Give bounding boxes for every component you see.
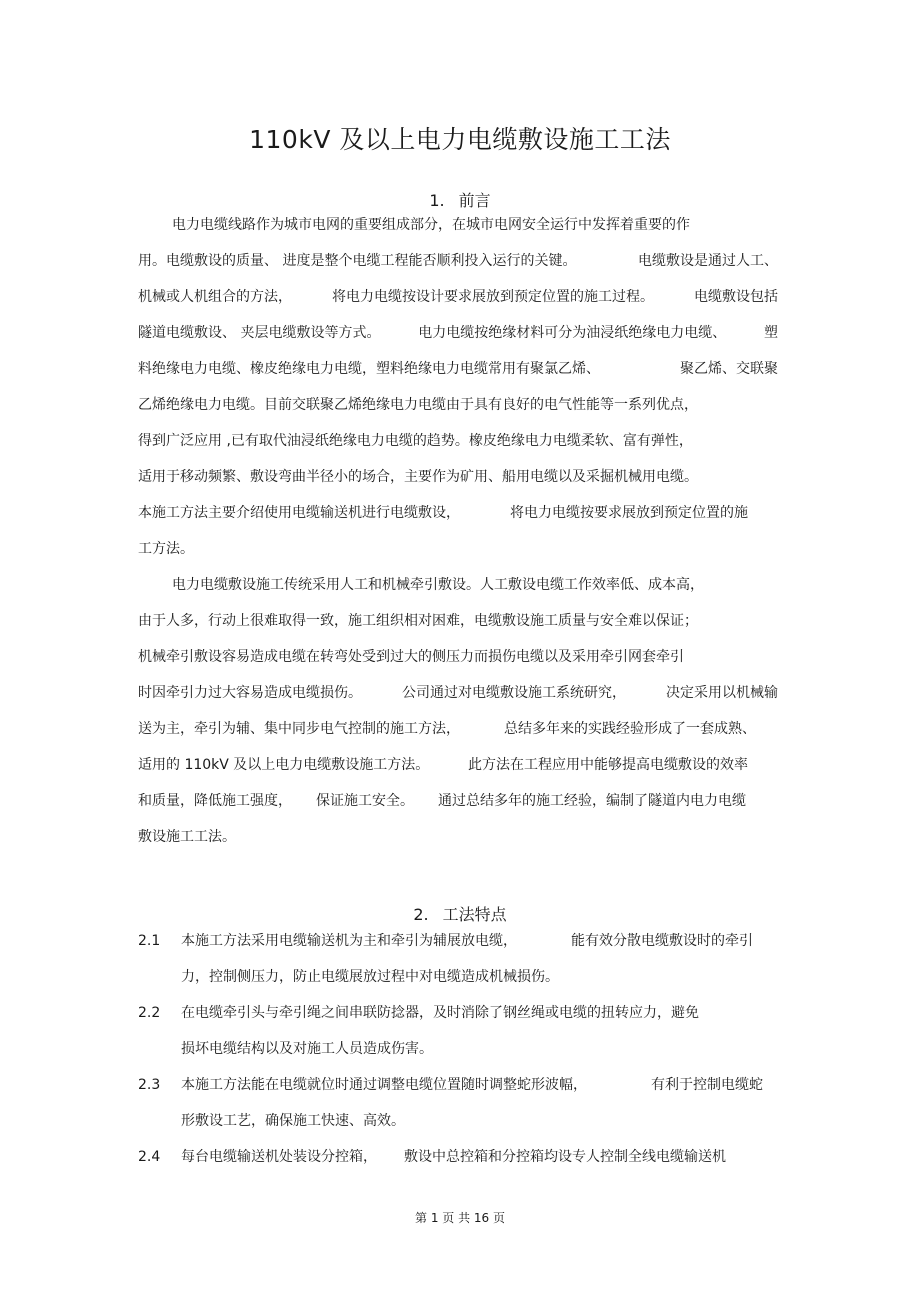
paragraph-line: [138, 791, 746, 811]
paragraph-line: [138, 431, 693, 451]
text-segment: 此方法在工程应用中能够提高电缆敷设的效率: [468, 757, 748, 773]
text-segment: 公司通过对电缆敷设施工系统研究，: [402, 685, 626, 701]
list-item-line: [181, 1075, 763, 1095]
text-segment: 将电力电缆按要求展放到预定位置的施: [510, 505, 748, 521]
section-1-number: 1.: [429, 191, 445, 210]
text-segment: 在电缆牵引头与牵引绳之间串联防捻器，及时消除了钢丝绳或电缆的扭转应力，避免: [181, 1005, 699, 1021]
section-2-number: 2.: [413, 905, 429, 924]
text-segment: 由于人多，行动上很难取得一致，施工组织相对困难，电缆敷设施工质量与安全难以保证；: [138, 613, 698, 629]
text-segment: 隧道电缆敷设、 夹层电缆敷设等方式。: [138, 325, 381, 341]
text-segment: 适用于移动频繁、敷设弯曲半径小的场合，主要作为矿用、船用电缆以及采掘机械用电缆。: [138, 469, 698, 485]
paragraph-line: [138, 755, 748, 775]
text-segment: 损坏电缆结构以及对施工人员造成伤害。: [181, 1041, 433, 1057]
paragraph-line: [138, 467, 698, 487]
text-segment: 能有效分散电缆敷设时的牵引: [571, 933, 753, 949]
text-segment: 聚乙烯、交联聚: [680, 361, 778, 377]
paragraph-line: [172, 215, 690, 235]
text-segment: 机械或人机组合的方法，: [138, 289, 292, 305]
document-title: 110kV 及以上电力电缆敷设施工工法: [249, 125, 671, 154]
list-item-number: 2.3: [138, 1077, 161, 1093]
paragraph-line: [138, 359, 778, 379]
section-1-title: 前言: [458, 191, 491, 210]
text-segment: 敷设施工工法。: [138, 829, 236, 845]
text-segment: 电力电缆按绝缘材料可分为油浸纸绝缘电力电缆、: [418, 325, 727, 341]
text-segment: 总结多年来的实践经验形成了一套成熟、: [504, 721, 756, 737]
text-segment: 适用的 110kV 及以上电力电缆敷设施工方法。: [138, 757, 430, 773]
page-footer: 第 1 页 共 16 页: [415, 1211, 505, 1225]
section-1-heading: [0, 188, 920, 211]
list-item-line: [181, 1003, 699, 1023]
list-item-line: [181, 1147, 726, 1167]
text-segment: 用。电缆敷设的质量、 进度是整个电缆工程能否顺利投入运行的关键。: [138, 253, 577, 269]
text-segment: 有利于控制电缆蛇: [651, 1077, 763, 1093]
list-item-line: [181, 931, 753, 951]
paragraph-line: [138, 395, 698, 415]
text-segment: 料绝缘电力电缆、橡皮绝缘电力电缆，塑料绝缘电力电缆常用有聚氯乙烯、: [138, 361, 600, 377]
section-2-title: 工法特点: [442, 905, 507, 924]
text-segment: 决定采用以机械输: [666, 685, 778, 701]
list-item-number: 2.4: [138, 1149, 161, 1165]
text-segment: 乙烯绝缘电力电缆。目前交联聚乙烯绝缘电力电缆由于具有良好的电气性能等一系列优点，: [138, 397, 698, 413]
text-segment: 本施工方法采用电缆输送机为主和牵引为辅展放电缆，: [181, 933, 517, 949]
text-segment: 本施工方法主要介绍使用电缆输送机进行电缆敷设，: [138, 505, 460, 521]
paragraph-line: [138, 827, 236, 847]
text-segment: 得到广泛应用 ,已有取代油浸纸绝缘电力电缆的趋势。橡皮绝缘电力电缆柔软、富有弹性，: [138, 433, 693, 449]
text-segment: 力，控制侧压力，防止电缆展放过程中对电缆造成机械损伤。: [181, 969, 559, 985]
paragraph-line: [172, 575, 704, 595]
text-segment: 送为主，牵引为辅、集中同步电气控制的施工方法，: [138, 721, 460, 737]
list-item-number: 2.2: [138, 1005, 161, 1021]
text-segment: 将电力电缆按设计要求展放到预定位置的施工过程。: [332, 289, 654, 305]
text-segment: 电缆敷设是通过人工、: [638, 253, 778, 269]
list-item-number: 2.1: [138, 933, 161, 949]
text-segment: 工方法。: [138, 541, 194, 557]
text-segment: 和质量，降低施工强度，: [138, 793, 292, 809]
paragraph-line: [138, 287, 778, 307]
text-segment: 通过总结多年的施工经验，编制了隧道内电力电缆: [438, 793, 746, 809]
list-item-line: [181, 967, 559, 987]
paragraph-line: [138, 251, 778, 271]
list-item-line: [181, 1111, 405, 1131]
paragraph-line: [138, 647, 684, 667]
paragraph-line: [138, 503, 748, 523]
text-segment: 电力电缆线路作为城市电网的重要组成部分，在城市电网安全运行中发挥着重要的作: [172, 217, 690, 233]
text-segment: 形敷设工艺，确保施工快速、高效。: [181, 1113, 405, 1129]
text-segment: 时因牵引力过大容易造成电缆损伤。: [138, 685, 362, 701]
paragraph-line: [138, 323, 778, 343]
text-segment: 每台电缆输送机处装设分控箱，: [181, 1149, 377, 1165]
text-segment: 电缆敷设包括: [694, 289, 778, 305]
text-segment: 本施工方法能在电缆就位时通过调整电缆位置随时调整蛇形波幅，: [181, 1077, 587, 1093]
text-segment: 敷设中总控箱和分控箱均设专人控制全线电缆输送机: [404, 1149, 726, 1165]
text-segment: 塑: [763, 325, 778, 341]
text-segment: 机械牵引敷设容易造成电缆在转弯处受到过大的侧压力而损伤电缆以及采用牵引网套牵引: [138, 649, 684, 665]
paragraph-line: [138, 611, 698, 631]
section-2-heading: [0, 902, 920, 925]
paragraph-line: [138, 539, 194, 559]
text-segment: 电力电缆敷设施工传统采用人工和机械牵引敷设。人工敷设电缆工作效率低、成本高，: [172, 577, 704, 593]
paragraph-line: [138, 719, 756, 739]
paragraph-line: [138, 683, 778, 703]
list-item-line: [181, 1039, 433, 1059]
text-segment: 保证施工安全。: [316, 793, 414, 809]
